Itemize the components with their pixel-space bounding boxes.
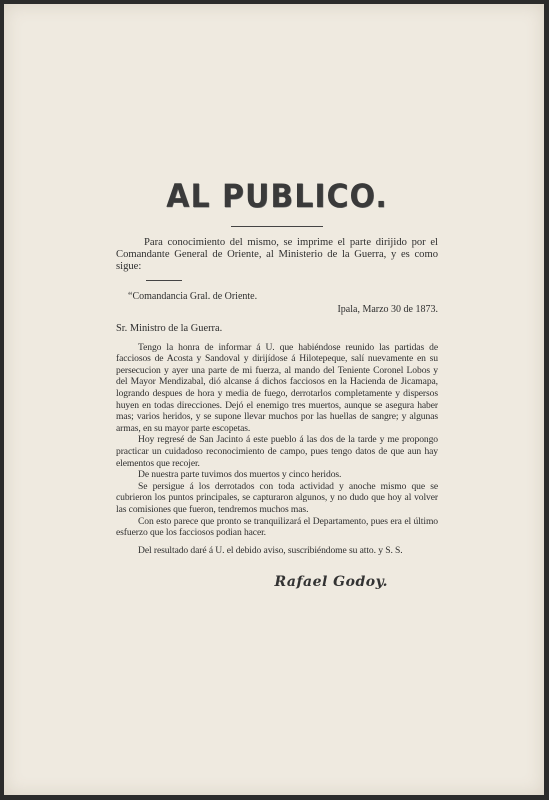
office-line: “Comandancia Gral. de Oriente. [128, 290, 258, 302]
title-divider [231, 226, 323, 227]
body-paragraph: Tengo la honra de informar á U. que habiéndose reunido las partidas de facciosos de Acosta y Sandoval y dirijídose á Hilotepeque, salí nuevamente en su persecucion y ayer una parte de mi fuerza, al mando del Teniente Coronel Lobos y del Mayor Mendizabal, dió alcanse á dichos facciosos en la Hacienda de Jicamapa, logrando despues de hora y media de fuego, derrotarlos completamente y dispersos huyen en todas direcciones. Dejó el enemigo tres muertos, aunque se asegura haber mas; varios heridos, y se supone llevar muchos por las huellas de sangre; y algunas armas, en su mayor parte escopetas. [116, 341, 438, 434]
body-paragraph: Se persigue á los derrotados con toda actividad y anoche mismo que se cubrieron los puntos principales, se capturaron algunos, y no dudo que hoy al volver las comisiones que fueron, tendremos muchos mas. [116, 480, 438, 515]
closing-paragraph: Del resultado daré á U. el debido aviso, suscribiéndome su atto. y S. S. [138, 544, 403, 556]
letter-header [116, 291, 438, 302]
signature: Rafael Godoy. [274, 574, 388, 591]
intro-paragraph: Para conocimiento del mismo, se imprime el parte dirijido por el Comandante General de Oriente, al Ministerio de la Guerra, y es como sigue: [116, 237, 438, 273]
body-paragraph: Hoy regresé de San Jacinto á este pueblo á las dos de la tarde y me propongo practicar un cuidadoso reconocimiento de campo, pues tengo datos de que aun hay elementos que recojer. [116, 434, 438, 469]
place-date: Ipala, Marzo 30 de 1873. [337, 303, 438, 315]
addressee: Sr. Ministro de la Guerra. [116, 322, 223, 334]
document [116, 179, 438, 590]
document-title: AL PUBLICO. [166, 177, 388, 216]
body-paragraph: Con esto parece que pronto se tranquilizará el Departamento, pues era el último esfuerzo que los facciosos podian hacer. [116, 515, 438, 539]
intro-divider [146, 280, 182, 281]
paper-sheet [4, 4, 544, 795]
letter-body [116, 342, 438, 557]
body-paragraph: De nuestra parte tuvimos dos muertos y cinco heridos. [138, 469, 342, 481]
